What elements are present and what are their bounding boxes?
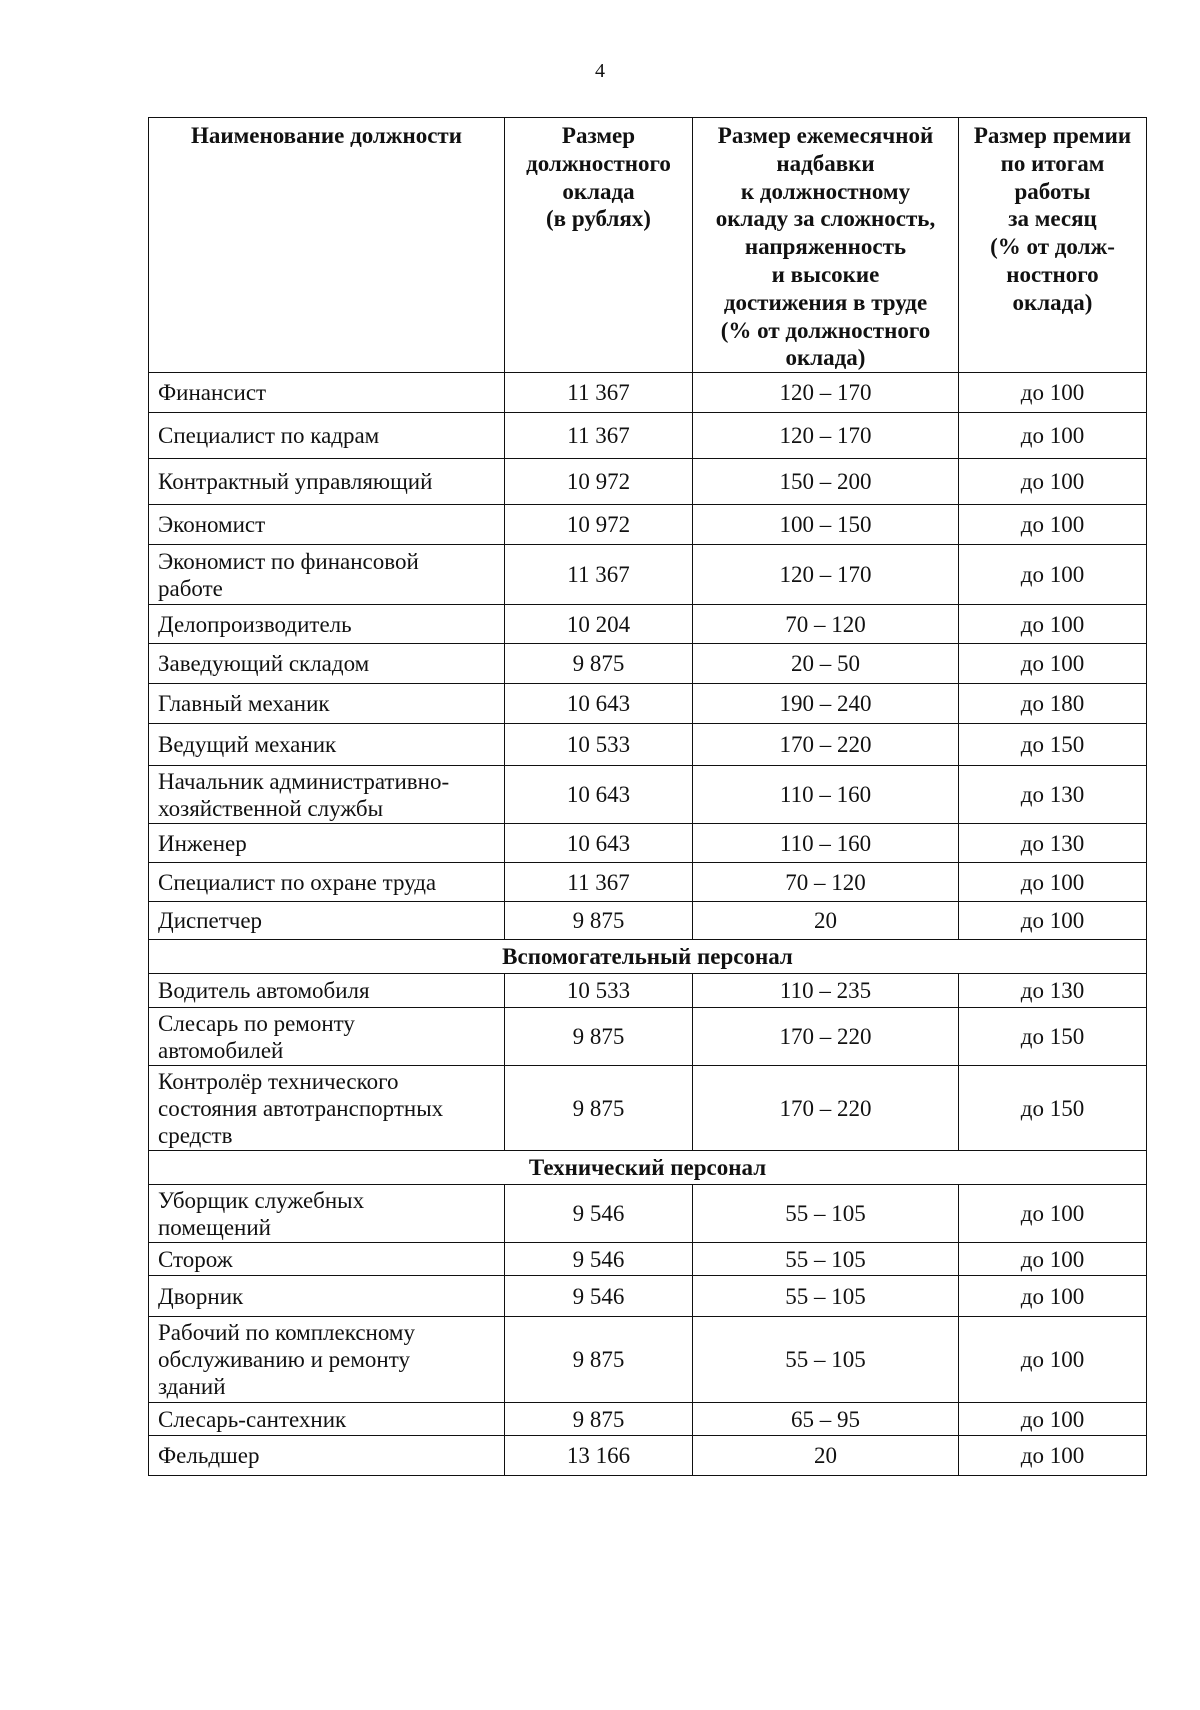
allowance-value: 70 – 120 xyxy=(693,863,959,902)
table-row xyxy=(149,505,1147,545)
table-row xyxy=(149,724,1147,766)
salary-value: 9 875 xyxy=(505,644,693,684)
section-title-technical: Технический персонал xyxy=(149,1151,1147,1185)
salary-value: 9 546 xyxy=(505,1185,693,1243)
salary-value: 10 643 xyxy=(505,766,693,824)
allowance-value: 65 – 95 xyxy=(693,1403,959,1436)
allowance-value: 55 – 105 xyxy=(693,1317,959,1403)
position-name: Специалист по кадрам xyxy=(149,413,505,459)
table-row xyxy=(149,1066,1147,1151)
table-row xyxy=(149,605,1147,644)
table-row xyxy=(149,545,1147,605)
position-name: Диспетчер xyxy=(149,902,505,940)
salary-value: 10 972 xyxy=(505,459,693,505)
table-row xyxy=(149,766,1147,824)
allowance-value: 55 – 105 xyxy=(693,1243,959,1276)
section-title-auxiliary: Вспомогательный персонал xyxy=(149,940,1147,974)
allowance-value: 110 – 160 xyxy=(693,824,959,863)
header-allowance: Размер ежемесячной надбавки к должностному окладу за сложность, напряженность и высокие достижения в труде (% от должностного оклада) xyxy=(693,118,959,373)
allowance-value: 170 – 220 xyxy=(693,1066,959,1151)
bonus-value: до 100 xyxy=(959,459,1147,505)
allowance-value: 110 – 160 xyxy=(693,766,959,824)
table-row xyxy=(149,373,1147,413)
bonus-value: до 100 xyxy=(959,505,1147,545)
allowance-value: 55 – 105 xyxy=(693,1276,959,1317)
position-name: Специалист по охране труда xyxy=(149,863,505,902)
position-name: Инженер xyxy=(149,824,505,863)
position-name: Экономист xyxy=(149,505,505,545)
bonus-value: до 130 xyxy=(959,974,1147,1008)
bonus-value: до 100 xyxy=(959,1185,1147,1243)
position-name: Главный механик xyxy=(149,684,505,724)
bonus-value: до 130 xyxy=(959,766,1147,824)
section-header-auxiliary xyxy=(149,940,1147,974)
page-number: 4 xyxy=(595,60,605,82)
bonus-value: до 130 xyxy=(959,824,1147,863)
position-name: Финансист xyxy=(149,373,505,413)
position-name: Водитель автомобиля xyxy=(149,974,505,1008)
position-name: Контрактный управляющий xyxy=(149,459,505,505)
header-salary: Размер должностного оклада (в рублях) xyxy=(505,118,693,373)
allowance-value: 120 – 170 xyxy=(693,413,959,459)
table-header-row xyxy=(149,118,1147,373)
table-row xyxy=(149,902,1147,940)
bonus-value: до 100 xyxy=(959,644,1147,684)
salary-value: 11 367 xyxy=(505,863,693,902)
section-header-technical xyxy=(149,1151,1147,1185)
allowance-value: 190 – 240 xyxy=(693,684,959,724)
allowance-value: 120 – 170 xyxy=(693,373,959,413)
table-row xyxy=(149,459,1147,505)
salary-value: 9 875 xyxy=(505,1403,693,1436)
bonus-value: до 100 xyxy=(959,902,1147,940)
bonus-value: до 180 xyxy=(959,684,1147,724)
bonus-value: до 100 xyxy=(959,605,1147,644)
table-row xyxy=(149,1276,1147,1317)
position-name: Контролёр технического состояния автотранспортных средств xyxy=(149,1066,505,1151)
bonus-value: до 100 xyxy=(959,1276,1147,1317)
position-name: Начальник административно- хозяйственной службы xyxy=(149,766,505,824)
bonus-value: до 100 xyxy=(959,545,1147,605)
salary-value: 10 972 xyxy=(505,505,693,545)
salary-value: 10 204 xyxy=(505,605,693,644)
allowance-value: 170 – 220 xyxy=(693,1008,959,1066)
salary-value: 10 643 xyxy=(505,824,693,863)
allowance-value: 110 – 235 xyxy=(693,974,959,1008)
header-bonus: Размер премии по итогам работы за месяц (% от долж- ностного оклада) xyxy=(959,118,1147,373)
salary-table xyxy=(148,117,1147,1476)
bonus-value: до 100 xyxy=(959,373,1147,413)
allowance-value: 20 xyxy=(693,1436,959,1476)
allowance-value: 20 – 50 xyxy=(693,644,959,684)
salary-value: 11 367 xyxy=(505,413,693,459)
bonus-value: до 100 xyxy=(959,1243,1147,1276)
table-row xyxy=(149,974,1147,1008)
salary-value: 9 875 xyxy=(505,1066,693,1151)
bonus-value: до 150 xyxy=(959,724,1147,766)
table-row xyxy=(149,644,1147,684)
position-name: Сторож xyxy=(149,1243,505,1276)
salary-value: 11 367 xyxy=(505,373,693,413)
allowance-value: 170 – 220 xyxy=(693,724,959,766)
salary-value: 9 875 xyxy=(505,1008,693,1066)
header-position: Наименование должности xyxy=(149,118,505,373)
position-name: Слесарь-сантехник xyxy=(149,1403,505,1436)
bonus-value: до 100 xyxy=(959,1317,1147,1403)
table-row xyxy=(149,1185,1147,1243)
table-row xyxy=(149,413,1147,459)
table-row xyxy=(149,863,1147,902)
salary-value: 13 166 xyxy=(505,1436,693,1476)
position-name: Заведующий складом xyxy=(149,644,505,684)
bonus-value: до 100 xyxy=(959,863,1147,902)
salary-value: 9 875 xyxy=(505,1317,693,1403)
allowance-value: 20 xyxy=(693,902,959,940)
salary-value: 9 546 xyxy=(505,1243,693,1276)
table-row xyxy=(149,1403,1147,1436)
position-name: Рабочий по комплексному обслуживанию и ремонту зданий xyxy=(149,1317,505,1403)
allowance-value: 150 – 200 xyxy=(693,459,959,505)
bonus-value: до 100 xyxy=(959,1436,1147,1476)
salary-value: 9 875 xyxy=(505,902,693,940)
position-name: Экономист по финансовой работе xyxy=(149,545,505,605)
position-name: Дворник xyxy=(149,1276,505,1317)
allowance-value: 55 – 105 xyxy=(693,1185,959,1243)
bonus-value: до 100 xyxy=(959,1403,1147,1436)
salary-value: 10 643 xyxy=(505,684,693,724)
position-name: Уборщик служебных помещений xyxy=(149,1185,505,1243)
salary-value: 10 533 xyxy=(505,724,693,766)
position-name: Ведущий механик xyxy=(149,724,505,766)
allowance-value: 100 – 150 xyxy=(693,505,959,545)
position-name: Делопроизводитель xyxy=(149,605,505,644)
allowance-value: 70 – 120 xyxy=(693,605,959,644)
table-row xyxy=(149,1436,1147,1476)
table-row xyxy=(149,684,1147,724)
table-row xyxy=(149,1008,1147,1066)
position-name: Слесарь по ремонту автомобилей xyxy=(149,1008,505,1066)
table-row xyxy=(149,1243,1147,1276)
salary-value: 9 546 xyxy=(505,1276,693,1317)
position-name: Фельдшер xyxy=(149,1436,505,1476)
bonus-value: до 150 xyxy=(959,1066,1147,1151)
table-row xyxy=(149,1317,1147,1403)
salary-value: 11 367 xyxy=(505,545,693,605)
bonus-value: до 100 xyxy=(959,413,1147,459)
table-row xyxy=(149,824,1147,863)
table-body xyxy=(149,373,1147,1476)
allowance-value: 120 – 170 xyxy=(693,545,959,605)
salary-value: 10 533 xyxy=(505,974,693,1008)
bonus-value: до 150 xyxy=(959,1008,1147,1066)
